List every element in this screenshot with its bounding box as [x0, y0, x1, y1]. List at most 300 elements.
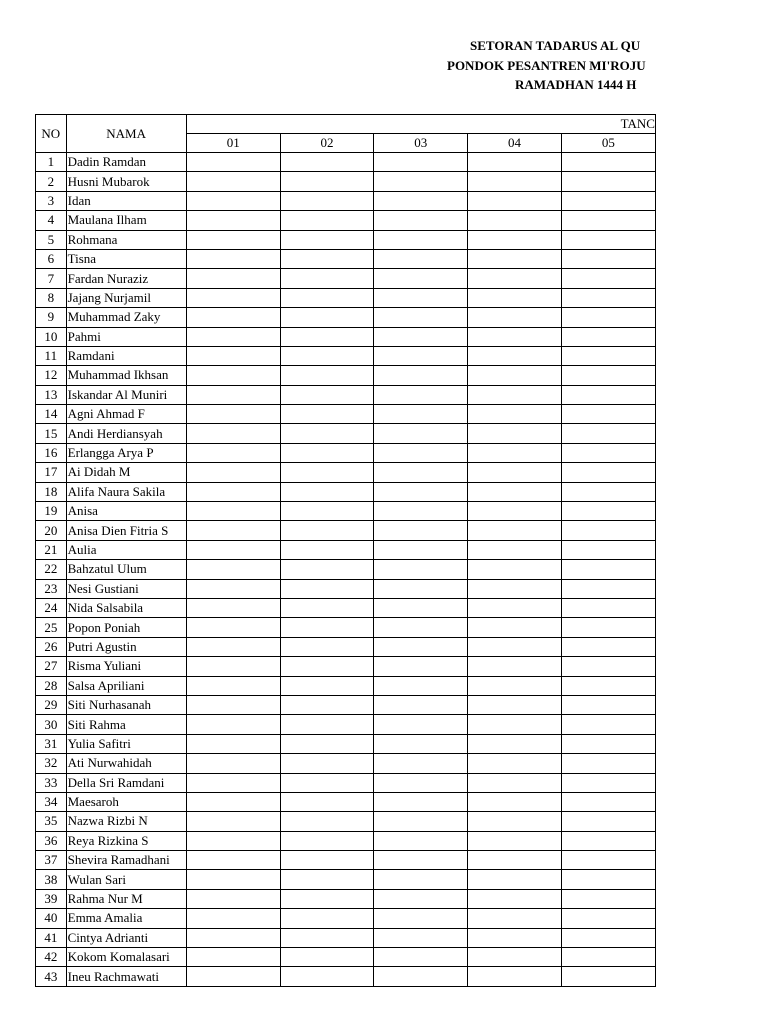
- student-name: Della Sri Ramdani: [66, 773, 186, 792]
- day-cell-03[interactable]: [374, 191, 468, 210]
- title-line-1: SETORAN TADARUS AL QU: [470, 38, 641, 53]
- row-number: 40: [36, 909, 67, 928]
- day-cell-02[interactable]: [280, 637, 373, 656]
- day-cell-03[interactable]: [374, 211, 468, 230]
- day-cell-03[interactable]: [374, 385, 468, 404]
- day-cell-01[interactable]: [186, 812, 280, 831]
- day-cell-03[interactable]: [374, 734, 468, 753]
- day-cell-05[interactable]: [561, 909, 655, 928]
- day-cell-01[interactable]: [186, 424, 280, 443]
- day-cell-02[interactable]: [280, 831, 373, 850]
- student-name: Nazwa Rizbi N: [66, 812, 186, 831]
- row-number: 5: [36, 230, 67, 249]
- day-cell-04[interactable]: [468, 909, 561, 928]
- day-cell-05[interactable]: [561, 560, 655, 579]
- day-cell-03[interactable]: [374, 792, 468, 811]
- student-name: Dadin Ramdan: [66, 153, 186, 172]
- day-cell-05[interactable]: [561, 637, 655, 656]
- row-number: 17: [36, 463, 67, 482]
- table-row: [36, 443, 656, 462]
- day-cell-04[interactable]: [468, 928, 561, 947]
- student-name: Ai Didah M: [66, 463, 186, 482]
- day-cell-01[interactable]: [186, 579, 280, 598]
- day-cell-04[interactable]: [468, 851, 561, 870]
- row-number: 31: [36, 734, 67, 753]
- day-cell-02[interactable]: [280, 366, 373, 385]
- student-name: Kokom Komalasari: [66, 948, 186, 967]
- day-cell-04[interactable]: [468, 773, 561, 792]
- day-cell-04[interactable]: [468, 792, 561, 811]
- table-row: [36, 560, 656, 579]
- day-cell-05[interactable]: [561, 249, 655, 268]
- day-cell-01[interactable]: [186, 502, 280, 521]
- day-cell-03[interactable]: [374, 424, 468, 443]
- day-cell-05[interactable]: [561, 715, 655, 734]
- row-number: 33: [36, 773, 67, 792]
- student-name: Maulana Ilham: [66, 211, 186, 230]
- day-cell-05[interactable]: [561, 308, 655, 327]
- table-row: [36, 579, 656, 598]
- day-cell-02[interactable]: [280, 598, 373, 617]
- day-cell-01[interactable]: [186, 695, 280, 714]
- table-row: [36, 327, 656, 346]
- day-cell-05[interactable]: [561, 443, 655, 462]
- day-cell-01[interactable]: [186, 792, 280, 811]
- day-cell-04[interactable]: [468, 249, 561, 268]
- day-cell-02[interactable]: [280, 230, 373, 249]
- day-cell-01[interactable]: [186, 153, 280, 172]
- day-cell-04[interactable]: [468, 463, 561, 482]
- student-name: Salsa Apriliani: [66, 676, 186, 695]
- day-cell-05[interactable]: [561, 928, 655, 947]
- day-cell-03[interactable]: [374, 540, 468, 559]
- table-row: [36, 792, 656, 811]
- row-number: 23: [36, 579, 67, 598]
- day-cell-02[interactable]: [280, 211, 373, 230]
- day-cell-03[interactable]: [374, 521, 468, 540]
- day-cell-02[interactable]: [280, 385, 373, 404]
- day-cell-01[interactable]: [186, 327, 280, 346]
- day-cell-04[interactable]: [468, 676, 561, 695]
- day-cell-01[interactable]: [186, 870, 280, 889]
- row-number: 42: [36, 948, 67, 967]
- day-cell-03[interactable]: [374, 482, 468, 501]
- row-number: 18: [36, 482, 67, 501]
- day-cell-05[interactable]: [561, 424, 655, 443]
- day-cell-05[interactable]: [561, 695, 655, 714]
- day-cell-02[interactable]: [280, 967, 373, 986]
- table-row: [36, 346, 656, 365]
- day-cell-02[interactable]: [280, 870, 373, 889]
- student-name: Yulia Safitri: [66, 734, 186, 753]
- day-cell-04[interactable]: [468, 560, 561, 579]
- student-name: Nesi Gustiani: [66, 579, 186, 598]
- row-number: 29: [36, 695, 67, 714]
- day-cell-02[interactable]: [280, 482, 373, 501]
- student-name: Anisa Dien Fitria S: [66, 521, 186, 540]
- day-cell-01[interactable]: [186, 851, 280, 870]
- day-cell-02[interactable]: [280, 754, 373, 773]
- row-number: 4: [36, 211, 67, 230]
- student-name: Reya Rizkina S: [66, 831, 186, 850]
- day-cell-02[interactable]: [280, 928, 373, 947]
- day-cell-02[interactable]: [280, 773, 373, 792]
- student-name: Agni Ahmad F: [66, 405, 186, 424]
- day-cell-05[interactable]: [561, 482, 655, 501]
- day-cell-01[interactable]: [186, 346, 280, 365]
- table-row: [36, 502, 656, 521]
- day-cell-02[interactable]: [280, 346, 373, 365]
- day-cell-03[interactable]: [374, 831, 468, 850]
- day-cell-01[interactable]: [186, 773, 280, 792]
- day-cell-01[interactable]: [186, 831, 280, 850]
- day-cell-03[interactable]: [374, 948, 468, 967]
- row-number: 36: [36, 831, 67, 850]
- row-number: 32: [36, 754, 67, 773]
- day-cell-04[interactable]: [468, 366, 561, 385]
- day-cell-04[interactable]: [468, 482, 561, 501]
- day-cell-03[interactable]: [374, 346, 468, 365]
- table-row: [36, 463, 656, 482]
- day-cell-05[interactable]: [561, 812, 655, 831]
- day-cell-03[interactable]: [374, 618, 468, 637]
- header-day-04: 04: [468, 134, 561, 153]
- attendance-sheet: [35, 114, 656, 987]
- day-cell-04[interactable]: [468, 889, 561, 908]
- day-cell-05[interactable]: [561, 754, 655, 773]
- student-name: Wulan Sari: [66, 870, 186, 889]
- day-cell-02[interactable]: [280, 249, 373, 268]
- day-cell-04[interactable]: [468, 812, 561, 831]
- day-cell-02[interactable]: [280, 172, 373, 191]
- day-cell-03[interactable]: [374, 812, 468, 831]
- student-name: Popon Poniah: [66, 618, 186, 637]
- row-number: 37: [36, 851, 67, 870]
- day-cell-03[interactable]: [374, 308, 468, 327]
- day-cell-04[interactable]: [468, 734, 561, 753]
- row-number: 27: [36, 657, 67, 676]
- day-cell-04[interactable]: [468, 385, 561, 404]
- day-cell-04[interactable]: [468, 637, 561, 656]
- table-row: [36, 521, 656, 540]
- day-cell-03[interactable]: [374, 230, 468, 249]
- day-cell-03[interactable]: [374, 560, 468, 579]
- header-nama: NAMA: [66, 115, 186, 153]
- student-name: Iskandar Al Muniri: [66, 385, 186, 404]
- day-cell-05[interactable]: [561, 831, 655, 850]
- day-cell-03[interactable]: [374, 676, 468, 695]
- day-cell-01[interactable]: [186, 463, 280, 482]
- day-cell-04[interactable]: [468, 230, 561, 249]
- day-cell-02[interactable]: [280, 308, 373, 327]
- day-cell-02[interactable]: [280, 288, 373, 307]
- header-day-03: 03: [374, 134, 468, 153]
- day-cell-05[interactable]: [561, 792, 655, 811]
- day-cell-02[interactable]: [280, 948, 373, 967]
- header-day-02: 02: [280, 134, 373, 153]
- day-cell-04[interactable]: [468, 618, 561, 637]
- day-cell-03[interactable]: [374, 579, 468, 598]
- day-cell-03[interactable]: [374, 463, 468, 482]
- day-cell-01[interactable]: [186, 754, 280, 773]
- table-row: [36, 540, 656, 559]
- day-cell-05[interactable]: [561, 773, 655, 792]
- day-cell-05[interactable]: [561, 191, 655, 210]
- day-cell-02[interactable]: [280, 676, 373, 695]
- header-no: NO: [36, 115, 67, 153]
- day-cell-03[interactable]: [374, 249, 468, 268]
- day-cell-01[interactable]: [186, 618, 280, 637]
- day-cell-01[interactable]: [186, 521, 280, 540]
- day-cell-03[interactable]: [374, 172, 468, 191]
- day-cell-05[interactable]: [561, 288, 655, 307]
- student-name: Shevira Ramadhani: [66, 851, 186, 870]
- day-cell-02[interactable]: [280, 153, 373, 172]
- student-name: Rohmana: [66, 230, 186, 249]
- day-cell-02[interactable]: [280, 889, 373, 908]
- table-row: [36, 967, 656, 986]
- day-cell-04[interactable]: [468, 657, 561, 676]
- day-cell-02[interactable]: [280, 851, 373, 870]
- day-cell-05[interactable]: [561, 211, 655, 230]
- day-cell-03[interactable]: [374, 288, 468, 307]
- day-cell-01[interactable]: [186, 172, 280, 191]
- day-cell-02[interactable]: [280, 269, 373, 288]
- day-cell-01[interactable]: [186, 443, 280, 462]
- day-cell-05[interactable]: [561, 870, 655, 889]
- day-cell-02[interactable]: [280, 734, 373, 753]
- table-row: [36, 385, 656, 404]
- row-number: 6: [36, 249, 67, 268]
- day-cell-01[interactable]: [186, 948, 280, 967]
- day-cell-02[interactable]: [280, 715, 373, 734]
- day-cell-02[interactable]: [280, 657, 373, 676]
- day-cell-01[interactable]: [186, 230, 280, 249]
- day-cell-04[interactable]: [468, 405, 561, 424]
- student-name: Husni Mubarok: [66, 172, 186, 191]
- day-cell-05[interactable]: [561, 579, 655, 598]
- table-row: [36, 734, 656, 753]
- table-row: [36, 928, 656, 947]
- day-cell-04[interactable]: [468, 346, 561, 365]
- day-cell-03[interactable]: [374, 870, 468, 889]
- table-row: [36, 153, 656, 172]
- day-cell-02[interactable]: [280, 560, 373, 579]
- day-cell-02[interactable]: [280, 191, 373, 210]
- day-cell-01[interactable]: [186, 540, 280, 559]
- day-cell-01[interactable]: [186, 269, 280, 288]
- day-cell-03[interactable]: [374, 967, 468, 986]
- day-cell-05[interactable]: [561, 889, 655, 908]
- day-cell-04[interactable]: [468, 521, 561, 540]
- day-cell-03[interactable]: [374, 443, 468, 462]
- student-name: Rahma Nur M: [66, 889, 186, 908]
- day-cell-02[interactable]: [280, 443, 373, 462]
- table-row: [36, 269, 656, 288]
- day-cell-04[interactable]: [468, 191, 561, 210]
- day-cell-02[interactable]: [280, 327, 373, 346]
- student-name: Muhammad Ikhsan: [66, 366, 186, 385]
- day-cell-01[interactable]: [186, 249, 280, 268]
- day-cell-01[interactable]: [186, 288, 280, 307]
- day-cell-05[interactable]: [561, 502, 655, 521]
- day-cell-04[interactable]: [468, 598, 561, 617]
- row-number: 3: [36, 191, 67, 210]
- day-cell-04[interactable]: [468, 540, 561, 559]
- day-cell-04[interactable]: [468, 579, 561, 598]
- day-cell-01[interactable]: [186, 637, 280, 656]
- day-cell-03[interactable]: [374, 695, 468, 714]
- student-name: Putri Agustin: [66, 637, 186, 656]
- day-cell-05[interactable]: [561, 598, 655, 617]
- day-cell-01[interactable]: [186, 560, 280, 579]
- row-number: 15: [36, 424, 67, 443]
- day-cell-04[interactable]: [468, 327, 561, 346]
- day-cell-02[interactable]: [280, 909, 373, 928]
- student-name: Maesaroh: [66, 792, 186, 811]
- day-cell-04[interactable]: [468, 715, 561, 734]
- day-cell-01[interactable]: [186, 211, 280, 230]
- row-number: 35: [36, 812, 67, 831]
- day-cell-04[interactable]: [468, 308, 561, 327]
- attendance-table: [35, 114, 656, 987]
- day-cell-02[interactable]: [280, 424, 373, 443]
- day-cell-03[interactable]: [374, 889, 468, 908]
- header-tanggal: TANC: [186, 115, 655, 134]
- day-cell-03[interactable]: [374, 502, 468, 521]
- student-name: Muhammad Zaky: [66, 308, 186, 327]
- day-cell-04[interactable]: [468, 870, 561, 889]
- day-cell-04[interactable]: [468, 288, 561, 307]
- student-name: Emma Amalia: [66, 909, 186, 928]
- day-cell-03[interactable]: [374, 715, 468, 734]
- day-cell-03[interactable]: [374, 909, 468, 928]
- day-cell-04[interactable]: [468, 424, 561, 443]
- table-row: [36, 637, 656, 656]
- day-cell-05[interactable]: [561, 230, 655, 249]
- day-cell-05[interactable]: [561, 676, 655, 695]
- day-cell-01[interactable]: [186, 909, 280, 928]
- day-cell-01[interactable]: [186, 366, 280, 385]
- day-cell-01[interactable]: [186, 482, 280, 501]
- day-cell-05[interactable]: [561, 521, 655, 540]
- day-cell-05[interactable]: [561, 153, 655, 172]
- day-cell-03[interactable]: [374, 754, 468, 773]
- day-cell-02[interactable]: [280, 812, 373, 831]
- day-cell-03[interactable]: [374, 327, 468, 346]
- day-cell-01[interactable]: [186, 657, 280, 676]
- day-cell-03[interactable]: [374, 773, 468, 792]
- day-cell-05[interactable]: [561, 734, 655, 753]
- day-cell-03[interactable]: [374, 153, 468, 172]
- day-cell-01[interactable]: [186, 928, 280, 947]
- day-cell-02[interactable]: [280, 502, 373, 521]
- day-cell-05[interactable]: [561, 327, 655, 346]
- day-cell-05[interactable]: [561, 405, 655, 424]
- day-cell-05[interactable]: [561, 269, 655, 288]
- row-number: 9: [36, 308, 67, 327]
- day-cell-05[interactable]: [561, 385, 655, 404]
- day-cell-04[interactable]: [468, 967, 561, 986]
- day-cell-05[interactable]: [561, 346, 655, 365]
- table-row: [36, 308, 656, 327]
- day-cell-02[interactable]: [280, 463, 373, 482]
- day-cell-04[interactable]: [468, 948, 561, 967]
- day-cell-02[interactable]: [280, 618, 373, 637]
- day-cell-01[interactable]: [186, 967, 280, 986]
- day-cell-03[interactable]: [374, 269, 468, 288]
- student-name: Siti Rahma: [66, 715, 186, 734]
- day-cell-05[interactable]: [561, 366, 655, 385]
- day-cell-01[interactable]: [186, 191, 280, 210]
- day-cell-03[interactable]: [374, 851, 468, 870]
- day-cell-04[interactable]: [468, 153, 561, 172]
- day-cell-04[interactable]: [468, 502, 561, 521]
- day-cell-02[interactable]: [280, 695, 373, 714]
- day-cell-04[interactable]: [468, 695, 561, 714]
- day-cell-05[interactable]: [561, 540, 655, 559]
- day-cell-04[interactable]: [468, 443, 561, 462]
- day-cell-05[interactable]: [561, 463, 655, 482]
- day-cell-05[interactable]: [561, 948, 655, 967]
- day-cell-05[interactable]: [561, 967, 655, 986]
- table-row: [36, 405, 656, 424]
- day-cell-05[interactable]: [561, 172, 655, 191]
- day-cell-04[interactable]: [468, 754, 561, 773]
- day-cell-03[interactable]: [374, 928, 468, 947]
- day-cell-03[interactable]: [374, 637, 468, 656]
- student-name: Erlangga Arya P: [66, 443, 186, 462]
- day-cell-03[interactable]: [374, 405, 468, 424]
- day-cell-03[interactable]: [374, 657, 468, 676]
- table-row: [36, 249, 656, 268]
- row-number: 43: [36, 967, 67, 986]
- day-cell-01[interactable]: [186, 734, 280, 753]
- header-day-01: 01: [186, 134, 280, 153]
- day-cell-04[interactable]: [468, 172, 561, 191]
- day-cell-01[interactable]: [186, 715, 280, 734]
- day-cell-01[interactable]: [186, 385, 280, 404]
- row-number: 2: [36, 172, 67, 191]
- day-cell-01[interactable]: [186, 598, 280, 617]
- day-cell-02[interactable]: [280, 579, 373, 598]
- day-cell-03[interactable]: [374, 366, 468, 385]
- table-row: [36, 676, 656, 695]
- day-cell-02[interactable]: [280, 405, 373, 424]
- day-cell-01[interactable]: [186, 405, 280, 424]
- day-cell-04[interactable]: [468, 269, 561, 288]
- row-number: 28: [36, 676, 67, 695]
- day-cell-05[interactable]: [561, 618, 655, 637]
- day-cell-02[interactable]: [280, 521, 373, 540]
- day-cell-01[interactable]: [186, 889, 280, 908]
- day-cell-01[interactable]: [186, 308, 280, 327]
- table-row: [36, 773, 656, 792]
- day-cell-02[interactable]: [280, 792, 373, 811]
- day-cell-04[interactable]: [468, 211, 561, 230]
- student-name: Idan: [66, 191, 186, 210]
- day-cell-04[interactable]: [468, 831, 561, 850]
- day-cell-02[interactable]: [280, 540, 373, 559]
- student-name: Tisna: [66, 249, 186, 268]
- day-cell-01[interactable]: [186, 676, 280, 695]
- day-cell-03[interactable]: [374, 598, 468, 617]
- day-cell-05[interactable]: [561, 851, 655, 870]
- day-cell-05[interactable]: [561, 657, 655, 676]
- table-row: [36, 870, 656, 889]
- table-row: [36, 366, 656, 385]
- student-name: Risma Yuliani: [66, 657, 186, 676]
